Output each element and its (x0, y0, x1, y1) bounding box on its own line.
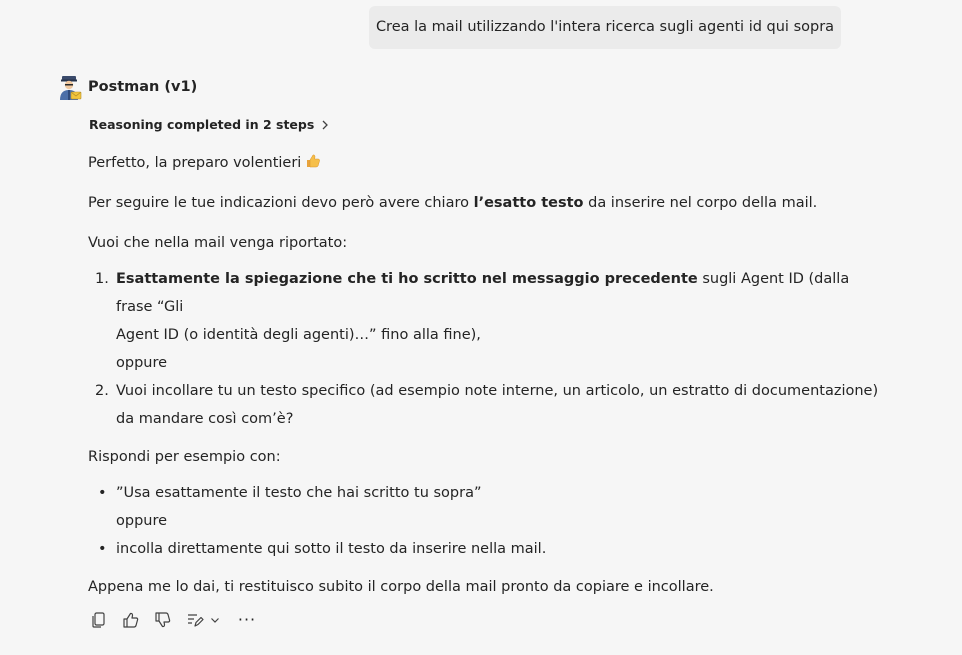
thumbs-down-icon (154, 611, 172, 629)
agent-name: Postman (v1) (88, 79, 198, 95)
response-paragraph-1: Perfetto, la preparo volentieri (88, 151, 888, 175)
thumbs-up-emoji-icon (305, 153, 321, 169)
reasoning-toggle[interactable] (89, 117, 330, 132)
user-message-bubble (369, 6, 841, 49)
examples-bullet-list (88, 479, 888, 563)
message-actions-bar (90, 611, 256, 629)
options-numbered-list (88, 265, 888, 433)
thumbs-up-icon (122, 611, 140, 629)
reasoning-label: Reasoning completed in 2 steps (89, 117, 315, 132)
copy-button[interactable] (90, 611, 108, 629)
list-item: • ”Usa esattamente il testo che hai scritto tu sopra” oppure (98, 485, 482, 529)
dislike-button[interactable] (154, 611, 172, 629)
response-paragraph-2: Per seguire le tue indicazioni devo però avere chiaro l’esatto testo da inserire nel corpo della mail. (88, 195, 818, 211)
list-item: 2. Vuoi incollare tu un testo specifico (ad esempio note interne, un articolo, un estratto di documentazione) da mandare così com’è? (95, 383, 879, 427)
edit-options-dropdown[interactable] (210, 615, 220, 625)
more-options-button[interactable]: ··· (237, 610, 257, 629)
user-message-text: Crea la mail utilizzando l'intera ricerca sugli agenti id qui sopra (375, 19, 835, 35)
list-item: • incolla direttamente qui sotto il testo da inserire nella mail. (98, 541, 547, 557)
response-paragraph-4: Rispondi per esempio con: (88, 449, 281, 465)
response-body (88, 151, 888, 599)
copy-icon (90, 611, 108, 629)
edit-button[interactable] (186, 611, 204, 629)
list-item: 1. Esattamente la spiegazione che ti ho scritto nel messaggio precedente sugli Agent ID (dalla frase “Gli Agent ID (o identità degli agenti)…” fino alla fine), oppure (95, 271, 850, 371)
chevron-right-icon (320, 120, 330, 130)
chevron-down-icon (210, 611, 220, 629)
response-paragraph-5: Appena me lo dai, ti restituisco subito il corpo della mail pronto da copiare e incollare. (88, 579, 714, 595)
response-paragraph-3: Vuoi che nella mail venga riportato: (88, 235, 348, 251)
edit-icon (186, 611, 204, 629)
like-button[interactable] (122, 611, 140, 629)
postman-avatar-icon (56, 75, 82, 101)
